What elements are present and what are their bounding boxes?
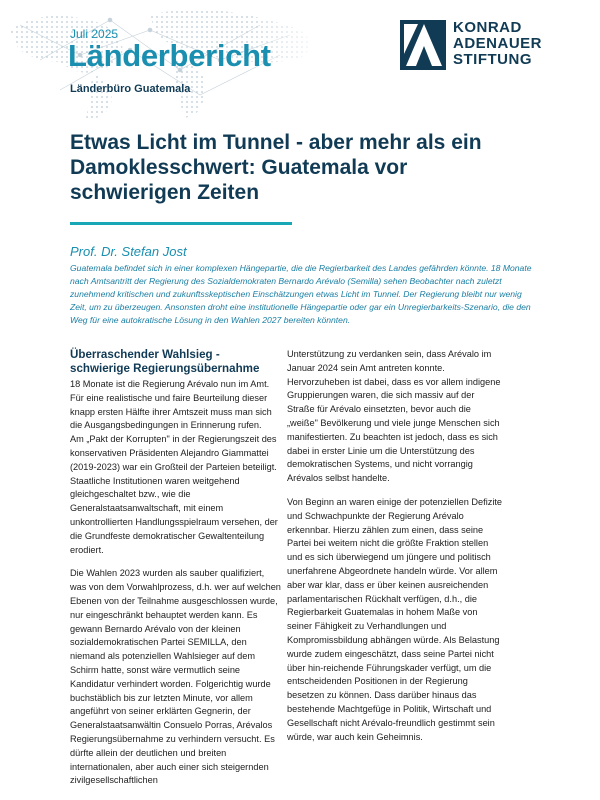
article-title: Etwas Licht im Tunnel - aber mehr als ein Damoklesschwert: Guatemala vor schwierigen Zeiten	[70, 131, 482, 204]
paragraph: Unterstützung zu verdanken sein, dass Arévalo im Januar 2024 sein Amt antreten konnte. Hervorzuheben ist dabei, dass es vor allem indigene Gruppierungen waren, die sich massiv auf der Straße für Arévalo einsetzten, bevor auch die „weiße" Bevölkerung und viele junge Menschen sich manifestierten. Zu beachten ist jedoch, dass es sich dabei in erster Linie um die Unterstützung des demokratischen Systems, und nicht vorrangig Arévalos selbst handelte.	[287, 349, 501, 484]
report-date: Juli 2025	[70, 27, 119, 41]
report-type-title: Länderbericht	[68, 38, 271, 73]
logo-line-2: ADENAUER	[453, 35, 543, 52]
kas-logo-icon	[400, 20, 446, 70]
article-author: Prof. Dr. Stefan Jost	[70, 244, 187, 259]
section-heading: Überraschender Wahlsieg - schwierige Regierungsübernahme	[70, 348, 260, 375]
kas-logo	[400, 20, 560, 74]
report-header	[0, 0, 600, 120]
right-column	[287, 348, 503, 744]
logo-line-3: STIFTUNG	[453, 51, 532, 68]
paragraph: Die Wahlen 2023 wurden als sauber qualifiziert, was von dem Vorwahlprozess, d.h. wer auf welchen Ebenen von der Teilnahme ausgeschlossen wurde, nur eingeschränkt behauptet werden kann. Es gewann Bernardo Arévalo von der kleinen sozialdemokratischen Partei SEMILLA, den niemand als potenziellen Wahlsieger auf dem Schirm hatte, sonst wäre vermutlich seine Kandidatur verhindert worden. Folgerichtig wurde buchstäblich bis zur letzten Minute, vor allem angeführt von seiner erklärten Gegnerin, der Generalstaatsanwältin Consuelo Porras, Arévalos Regierungsübernahme zu verhindern versucht. Es dürfte allein der deutlichen und breiten internationalen, aber auch einer sich steigernden zivilgesellschaftlichen	[70, 568, 281, 786]
country-office: Länderbüro Guatemala	[70, 83, 191, 95]
logo-line-1: KONRAD	[453, 19, 522, 36]
paragraph: 18 Monate ist die Regierung Arévalo nun im Amt. Für eine realistische und faire Beurteilung dieser knapp ersten Hälfte ihrer Amtszeit muss man sich die Ausgangsbedingungen in Erinnerung rufen.	[70, 379, 272, 431]
title-underline	[70, 222, 292, 225]
kas-logo-wordmark	[453, 20, 542, 68]
paragraph: Am „Pakt der Korrupten" in der Regierungszeit des konservativen Präsidenten Alejandro Giammattei (2019-2023) war ein Großteil der Parteien beteiligt. Staatliche Institutionen waren weitgehend gleichgeschaltet bzw., wie die Generalstaatsanwaltschaft, mit einem unkontrollierten Handlungsspielraum versehen, der die Grundfeste demokratischer Gewaltenteilung erodiert.	[70, 434, 278, 555]
article-abstract: Guatemala befindet sich in einer komplexen Hängepartie, die die Regierbarkeit des Landes gefährden könnte. 18 Monate nach Amtsantritt der Regierung des Sozialdemokraten Bernardo Arévalo (Semilla) sehen Beobachter nach zuletzt zunehmend kritischen und zukunftsskeptischen Einschätzungen etwas Licht im Tunnel. Der Regierung bleibt nur wenig Zeit, um zu überzeugen. Ansonsten droht eine institutionelle Hängepartie oder gar ein Unregierbarkeits-Szenario, die den Weg für eine autokratische Lösung in den Wahlen 2027 bereiten könnten.	[70, 263, 532, 325]
paragraph: Von Beginn an waren einige der potenziellen Defizite und Schwachpunkte der Regierung Arévalo erkennbar. Hierzu zählen zum einen, dass seine Partei bei weitem nicht die größte Fraktion stellen und es sich überwiegend um jüngere und politisch unerfahrene Abgeordnete handeln würde. Vor allem aber war klar, dass er über keinen ausreichenden parlamentarischen Rückhalt verfügen, d.h., die Regierbarkeit Guatemalas in hohem Maße von seiner Fähigkeit zu Verhandlungen und Kompromissbildung abhängen würde. Als Belastung wurde zudem eingeschätzt, dass seine Partei nicht über hin-reichende Führungskader verfügt, um die entscheidenden Positionen in der Regierung besetzen zu können. Dass darüber hinaus das bestehende Machtgefüge in Politik, Wirtschaft und Gesellschaft nicht Arévalo-freundlich gestimmt sein würde, war auch kein Geheimnis.	[287, 496, 503, 742]
left-column	[70, 348, 282, 788]
